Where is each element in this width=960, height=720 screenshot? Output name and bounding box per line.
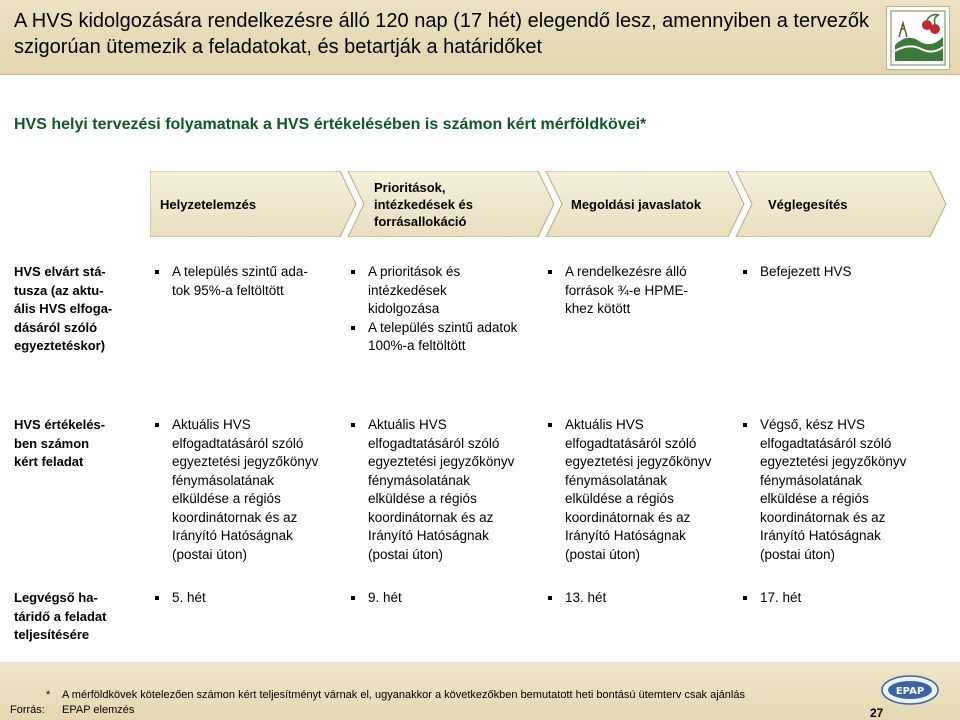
cell-deadline-phase-1	[152, 589, 342, 608]
cell-deadline-phase-4	[740, 589, 930, 608]
bullet-line: elküldése a régiós	[368, 491, 477, 506]
bullet-line: források ¾-e HPME-	[565, 282, 689, 298]
bullet-line: (postai úton)	[565, 546, 641, 562]
row-label-line: teljesítésére	[14, 627, 90, 642]
slide-title: A HVS kidolgozására rendelkezésre álló 120 nap (17 hét) elegendő lesz, amennyiben a tervezők szigorúan ütemezik a feladatokat, és betartják a határidőket	[14, 10, 869, 58]
bullet-line: (postai úton)	[172, 546, 248, 562]
bullet-item	[545, 263, 735, 319]
source-value: EPAP elemzés	[62, 704, 135, 716]
row-label-line: kért feladat	[14, 454, 84, 469]
bullet-item	[152, 416, 342, 564]
bullet-line: fénymásolatának	[760, 472, 863, 488]
bullet-item	[545, 416, 735, 564]
bullet-line: 13. hét	[565, 590, 607, 605]
bullet-line: A település szintű adatok	[368, 319, 518, 335]
bullet-item	[740, 589, 930, 608]
row-label-line: HVS elvárt stá-	[14, 264, 106, 279]
bullet-line: Aktuális HVS	[565, 417, 644, 432]
phase-label-3-line-1: Megoldási javaslatok	[571, 196, 702, 212]
cell-task-phase-3	[545, 416, 735, 564]
bullet-line: koordinátornak és az	[760, 509, 886, 525]
bullet-item	[740, 416, 930, 564]
cell-task-phase-2	[348, 416, 538, 564]
phase-label-2-line-2: intézkedések és	[374, 196, 474, 212]
bullet-line: koordinátornak és az	[172, 509, 298, 525]
row-label-line: ális HVS elfoga-	[14, 301, 113, 316]
row-label-expected-status	[14, 263, 140, 356]
bullet-line: A prioritások és	[368, 264, 461, 279]
phase-label-1	[160, 171, 340, 237]
row-label-line: Legvégső ha-	[14, 590, 98, 605]
footnote-text: A mérföldkövek kötelezően számon kért teljesítményt várnak el, ugyanakkor a következőkben bemutatott heti bontású ütemterv csak ajánlás	[62, 689, 745, 701]
bullet-line: elküldése a régiós	[565, 491, 674, 506]
bullet-item	[152, 263, 342, 300]
row-label-line: dásáról szóló	[14, 319, 98, 335]
bullet-line: (postai úton)	[368, 546, 444, 562]
cell-status-phase-4	[740, 263, 930, 282]
cell-status-phase-1	[152, 263, 342, 300]
section-subtitle: HVS helyi tervezési folyamatnak a HVS értékelésében is számon kért mérföldkövei*	[14, 116, 647, 133]
phase-label-2	[374, 171, 534, 237]
epap-logo-icon	[880, 674, 940, 706]
row-label-line: táridő a feladat	[14, 608, 107, 624]
bullet-line: 5. hét	[172, 590, 206, 605]
bullet-line: tok 95%-a feltöltött	[172, 282, 284, 298]
bullet-line: koordinátornak és az	[565, 509, 691, 525]
phase-label-3	[571, 171, 741, 237]
bullet-line: elküldése a régiós	[760, 491, 869, 506]
bullet-line: Befejezett HVS	[760, 264, 852, 279]
row-label-line: ben számon	[14, 435, 90, 451]
bullet-line: Aktuális HVS	[368, 417, 447, 432]
cell-deadline-phase-2	[348, 589, 538, 608]
row-label-evaluation-task	[14, 416, 140, 472]
phase-label-1-line-1: Helyzetelemzés	[160, 196, 257, 212]
bullet-line: Irányító Hatóságnak	[172, 528, 293, 543]
bullet-line: A rendelkezésre álló	[565, 264, 687, 279]
bullet-line: elfogadtatásáról szóló	[368, 435, 500, 451]
bullet-item	[348, 319, 538, 356]
phase-label-2-line-3: forrásallokáció	[374, 213, 467, 229]
bullet-line: fénymásolatának	[172, 472, 275, 488]
bullet-line: Irányító Hatóságnak	[368, 528, 489, 543]
footer-bar	[0, 662, 960, 720]
page-number: 27	[870, 706, 884, 720]
phase-label-4	[768, 171, 928, 237]
bullet-line: egyeztetési jegyzőkönyv	[172, 454, 319, 469]
row-label-line: tusza (az aktu-	[14, 282, 104, 298]
bullet-line: elfogadtatásáról szóló	[565, 435, 697, 451]
bullet-item	[348, 263, 538, 319]
bullet-item	[545, 589, 735, 608]
bullet-line: elfogadtatásáról szóló	[760, 435, 892, 451]
bullet-line: Végső, kész HVS	[760, 417, 866, 432]
bullet-line: khez kötött	[565, 301, 631, 316]
cell-task-phase-1	[152, 416, 342, 564]
bullet-line: Irányító Hatóságnak	[760, 528, 881, 543]
bullet-line: Aktuális HVS	[172, 417, 251, 432]
row-label-line: HVS értékelés-	[14, 417, 106, 432]
bullet-line: fénymásolatának	[368, 472, 471, 488]
bullet-line: intézkedések	[368, 282, 447, 298]
bullet-item	[348, 589, 538, 608]
bullet-line: egyeztetési jegyzőkönyv	[565, 454, 712, 469]
bullet-line: 100%-a feltöltött	[368, 338, 466, 353]
bullet-item	[740, 263, 930, 282]
phase-chevrons	[150, 171, 950, 237]
row-label-line: egyeztetéskor)	[14, 338, 106, 353]
bullet-line: (postai úton)	[760, 546, 836, 562]
bullet-line: elküldése a régiós	[172, 491, 281, 506]
bullet-line: koordinátornak és az	[368, 509, 494, 525]
bullet-line: 9. hét	[368, 590, 402, 605]
source-label: Forrás:	[10, 704, 45, 716]
epap-logo-text: EPAP	[895, 686, 925, 697]
bullet-line: Irányító Hatóságnak	[565, 528, 686, 543]
cell-deadline-phase-3	[545, 589, 735, 608]
cell-task-phase-4	[740, 416, 930, 564]
footnote-marker: *	[46, 689, 51, 701]
bullet-item	[152, 589, 342, 608]
phase-label-2-line-1: Prioritások,	[374, 179, 446, 195]
bullet-line: kidolgozása	[368, 301, 440, 316]
header-bar	[0, 0, 960, 75]
row-label-deadline	[14, 589, 140, 645]
phase-label-4-line-1: Véglegesítés	[768, 196, 848, 212]
agriculture-logo-icon	[886, 6, 950, 70]
cell-status-phase-3	[545, 263, 735, 319]
bullet-line: egyeztetési jegyzőkönyv	[368, 454, 515, 469]
bullet-line: A település szintű ada-	[172, 264, 308, 279]
bullet-line: elfogadtatásáról szóló	[172, 435, 304, 451]
bullet-line: fénymásolatának	[565, 472, 668, 488]
bullet-line: 17. hét	[760, 590, 802, 605]
bullet-line: egyeztetési jegyzőkönyv	[760, 454, 907, 469]
bullet-item	[348, 416, 538, 564]
cell-status-phase-2	[348, 263, 538, 356]
